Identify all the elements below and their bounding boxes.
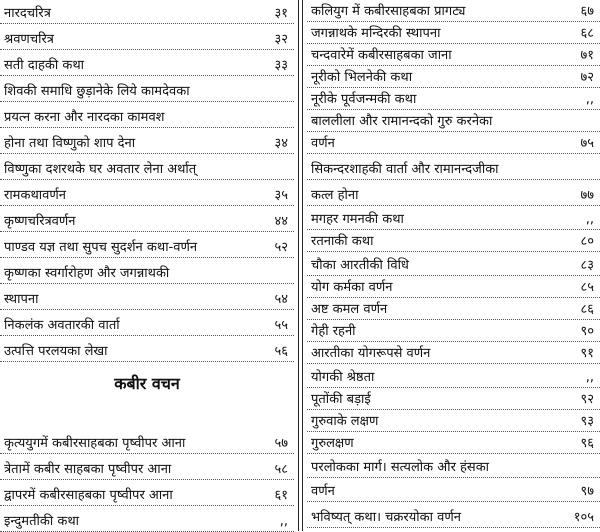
entry-page-number: ४४ [274, 214, 288, 229]
entry-page-number: ९७ [580, 484, 594, 499]
entry-title: पाण्डव यज्ञ तथा सुपच सुदर्शन कथा-वर्णन [4, 240, 198, 255]
section-heading: कबीर वचन [114, 374, 180, 393]
entry-page-number: ७५ [580, 136, 594, 151]
entry-page-number: ९२ [580, 392, 594, 407]
left-toc-entry [0, 508, 294, 532]
left-toc-entry [0, 312, 294, 336]
entry-title: होना तथा विष्णुको शाप देना [4, 136, 136, 151]
entry-title: गुरुलक्षण [311, 436, 354, 451]
right-toc-entry [307, 88, 600, 110]
entry-title: चन्दवारेमें कबीरसाहबका जाना [311, 48, 452, 63]
entry-title: कत्ल होना [311, 188, 359, 203]
entry-page-number: ३३ [274, 58, 288, 73]
entry-title: कृष्णका स्वर्गारोहण और जगन्नाथकी [4, 266, 170, 281]
right-toc-entry [307, 66, 600, 88]
right-toc-entry [307, 342, 600, 364]
entry-page-number: ८५ [580, 280, 594, 295]
entry-title: बाललीला और रामानन्दको गुरु करनेका [311, 114, 493, 129]
entry-title: द्वापरमें कबीरसाहबका पृष्वीपर आना [4, 488, 173, 503]
left-toc-entry [0, 52, 294, 76]
entry-title: श्रवणचरित्र [4, 32, 54, 47]
left-toc-entry [0, 208, 294, 232]
left-toc-entry [0, 338, 294, 362]
entry-page-number: ,, [585, 370, 594, 385]
entry-page-number: ८० [580, 234, 594, 249]
entry-page-number: ९० [580, 324, 594, 339]
entry-title: नूरीको भिलनेकी कथा [311, 70, 413, 85]
left-toc-entry [0, 286, 294, 310]
entry-title: सती दाहकी कथा [4, 58, 85, 73]
entry-page-number: ९३ [580, 414, 594, 429]
entry-title: रामकथावर्णन [4, 188, 66, 203]
left-toc-entry [0, 104, 294, 128]
entry-title: कृष्णचरित्रवर्णन [4, 214, 76, 229]
entry-page-number: ६८ [580, 26, 594, 41]
entry-title: मगहर गमनकी कथा [311, 212, 404, 227]
entry-title: कलियुग में कबीरसाहबका प्रागट्य [311, 4, 466, 19]
entry-page-number: ९१ [580, 346, 594, 361]
entry-title: स्थापना [4, 292, 39, 307]
entry-title: गेही रहनी [311, 324, 356, 339]
entry-page-number: ,, [279, 514, 288, 529]
entry-title: चौका आरतीकी विधि [311, 258, 409, 273]
entry-page-number: ३५ [274, 188, 288, 203]
entry-page-number: ३१ [274, 6, 288, 21]
entry-title: जगन्नाथके मन्दिरकी स्थापना [311, 26, 441, 41]
right-toc-entry [307, 366, 600, 388]
left-toc-entry [0, 130, 294, 154]
entry-title: निकलंक अवतारकी वार्ता [4, 318, 120, 333]
entry-title: उत्पत्ति परलयका लेखा [4, 344, 108, 359]
entry-title: नूरीके पूर्वजन्मकी कथा [311, 92, 417, 107]
right-toc-entry [307, 208, 600, 230]
entry-page-number: १०५ [573, 510, 594, 525]
left-toc-entry [0, 182, 294, 206]
left-toc-entry [0, 78, 294, 102]
column-divider-inner [302, 0, 303, 531]
entry-title: योगकी श्रेष्ठता [311, 370, 375, 385]
entry-title: आरतीका योगरूपसे वर्णन [311, 346, 431, 361]
entry-title: गुरुवाके लक्षण [311, 414, 379, 429]
left-toc-entry [0, 156, 294, 180]
entry-page-number: ८६ [580, 302, 594, 317]
right-toc-entry [307, 22, 600, 44]
right-toc-entry [307, 388, 600, 410]
entry-page-number: ५४ [274, 292, 288, 307]
entry-title: वर्णन [311, 136, 335, 151]
left-toc-entry [0, 456, 294, 480]
entry-title: सिकन्दरशाहकी वार्ता और रामानन्दजीका [311, 162, 499, 177]
right-toc-entry [307, 0, 600, 22]
entry-page-number: ५६ [274, 344, 288, 359]
entry-title: त्रेतामें कबीर साहबका पृष्वीपर आना [4, 462, 172, 477]
entry-page-number: ५२ [274, 240, 288, 255]
entry-title: परलोकका मार्ग। सत्यलोक और हंसका [311, 460, 490, 475]
entry-page-number: ६१ [274, 488, 288, 503]
right-toc-entry [307, 158, 600, 180]
entry-title: विष्णुका दशरथके घर अवतार लेना अर्थात् [4, 162, 197, 177]
entry-page-number: ८३ [580, 258, 594, 273]
right-toc-entry [307, 456, 600, 478]
right-toc-entry [307, 480, 600, 502]
entry-title: अष्ट कमल वर्णन [311, 302, 388, 317]
entry-page-number: ३२ [274, 32, 288, 47]
right-toc-entry [307, 276, 600, 298]
right-toc-entry [307, 184, 600, 206]
entry-title: इन्दुमतीकी कथा [4, 514, 79, 529]
entry-title: योग कर्मका वर्णन [311, 280, 393, 295]
entry-page-number: ५५ [274, 318, 288, 333]
entry-title: भविष्यत् कथा। चक्ररयोका वर्णन [311, 510, 461, 525]
entry-page-number: ६७ [580, 4, 594, 19]
right-toc-entry [307, 44, 600, 66]
entry-page-number: ५८ [274, 462, 288, 477]
right-toc-entry [307, 132, 600, 154]
entry-title: पूतोंकी बड़ाई [311, 392, 371, 407]
right-toc-entry [307, 432, 600, 454]
entry-title: प्रयत्न करना और नारदका कामवश [4, 110, 165, 125]
right-toc-entry [307, 410, 600, 432]
left-toc-entry [0, 482, 294, 506]
right-toc-entry [307, 110, 600, 132]
entry-page-number: ९६ [580, 436, 594, 451]
right-toc-entry [307, 320, 600, 342]
right-toc-entry [307, 254, 600, 276]
entry-page-number: ७१ [580, 48, 594, 63]
entry-page-number: ५७ [274, 436, 288, 451]
left-toc-entry [0, 430, 294, 454]
entry-title: वर्णन [311, 484, 335, 499]
entry-page-number: ,, [585, 212, 594, 227]
entry-page-number: ,, [585, 92, 594, 107]
entry-title: शिवकी समाधि छुड़ानेके लिये कामदेवका [4, 84, 190, 99]
entry-page-number: ७२ [580, 70, 594, 85]
left-toc-entry [0, 234, 294, 258]
column-divider [298, 0, 299, 531]
entry-title: नारदचरित्र [4, 6, 51, 21]
right-toc-entry [307, 230, 600, 252]
entry-page-number: ३४ [274, 136, 288, 151]
entry-title: रतनाकी कथा [311, 234, 374, 249]
right-toc-entry [307, 506, 600, 528]
right-toc-entry [307, 298, 600, 320]
left-toc-entry [0, 26, 294, 50]
entry-title: कृत्ययुगमें कबीरसाहबका पृष्वीपर आना [4, 436, 186, 451]
left-toc-entry [0, 260, 294, 284]
left-toc-entry [0, 0, 294, 24]
entry-page-number: ७७ [580, 188, 594, 203]
